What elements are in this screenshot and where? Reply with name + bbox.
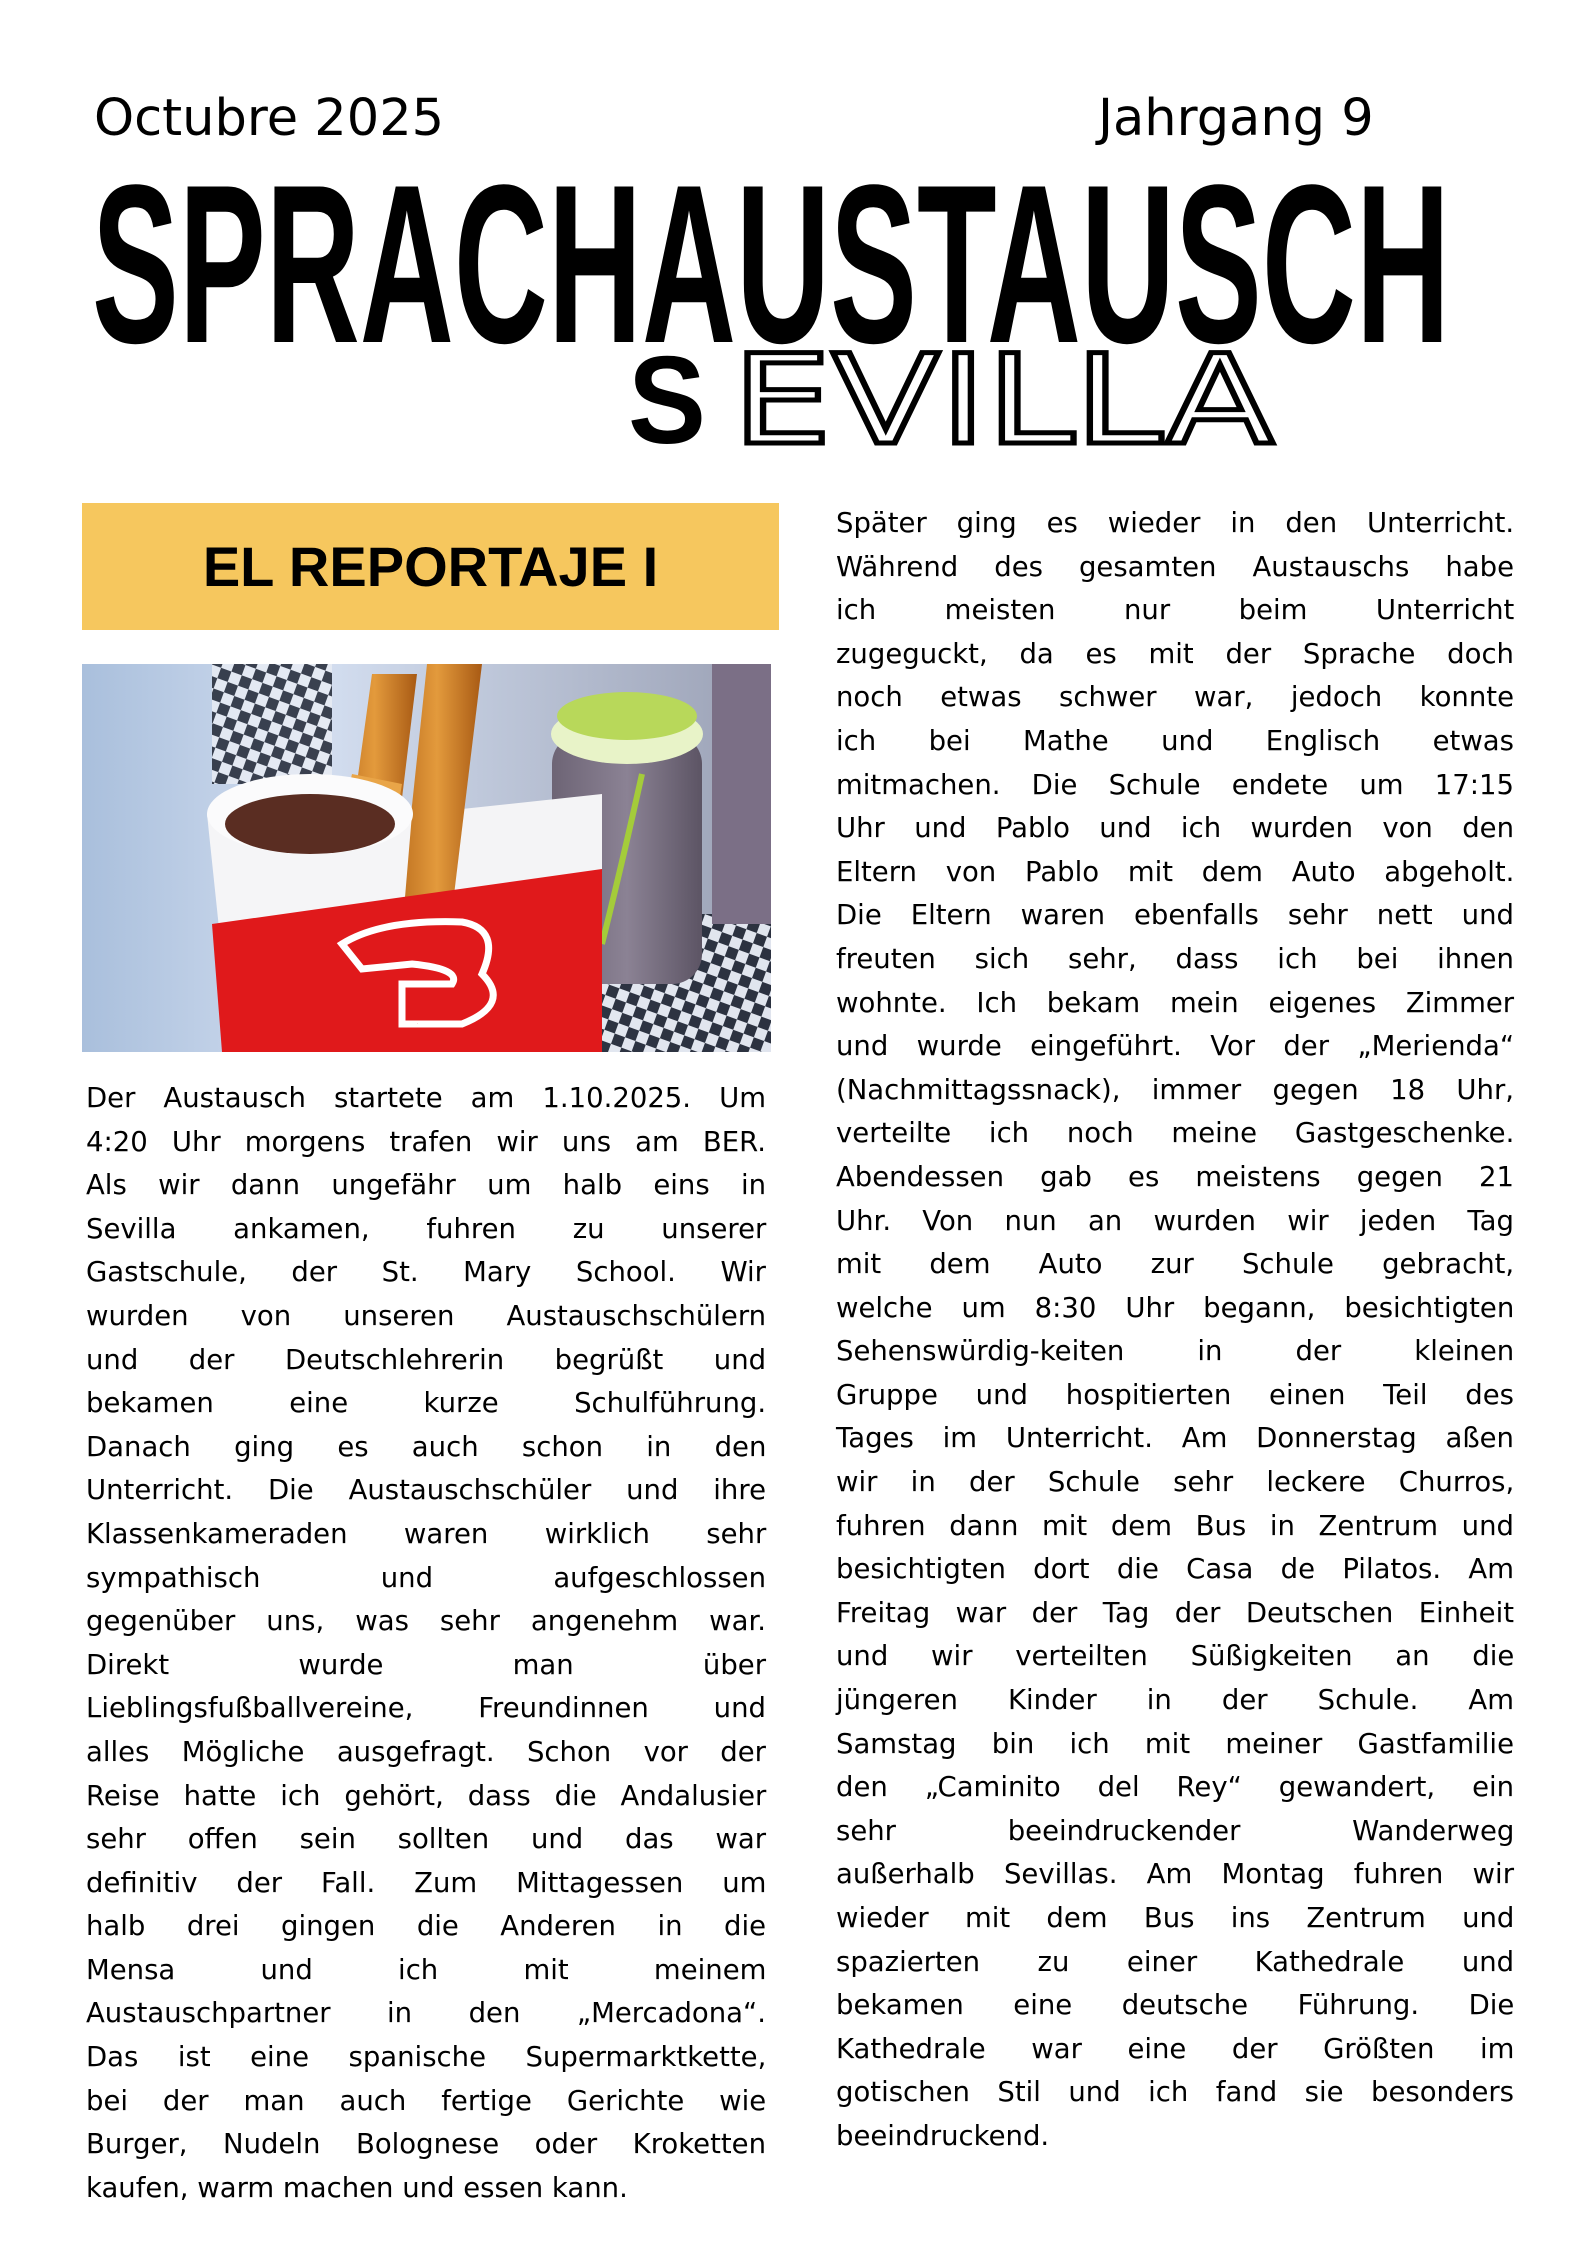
article-line: welche um 8:30 Uhr begann, besichtigten bbox=[836, 1291, 1515, 1324]
article-line: sehr offen sein sollten und das war bbox=[86, 1823, 767, 1856]
article-line: Sehenswürdig-keiten in der kleinen bbox=[836, 1335, 1515, 1368]
article-line: beeindruckend. bbox=[836, 2119, 1050, 2152]
article-line: Freitag war der Tag der Deutschen Einheit bbox=[836, 1596, 1514, 1629]
article-line: gotischen Stil und ich fand sie besonders bbox=[836, 2076, 1514, 2109]
article-line: Gastschule, der St. Mary School. Wir bbox=[86, 1256, 766, 1289]
article-line: ich bei Mathe und Englisch etwas bbox=[836, 724, 1514, 757]
article-line: Austauschpartner in den „Mercadona“. bbox=[86, 1997, 766, 2030]
article-line: Kathedrale war eine der Größten im bbox=[836, 2032, 1515, 2065]
article-line: 4:20 Uhr morgens trafen wir uns am BER. bbox=[86, 1125, 766, 1158]
article-line: Sevilla ankamen, fuhren zu unserer bbox=[86, 1212, 767, 1245]
article-line: spazierten zu einer Kathedrale und bbox=[836, 1945, 1515, 1978]
article-line: und wurde eingeführt. Vor der „Merienda“ bbox=[836, 1030, 1515, 1063]
article-column-left bbox=[86, 1077, 766, 2210]
article-line: Tages im Unterricht. Am Donnerstag aßen bbox=[836, 1422, 1514, 1455]
article-line: mit dem Auto zur Schule gebracht, bbox=[836, 1248, 1515, 1281]
subtitle-initial: S bbox=[628, 348, 706, 448]
article-line: Während des gesamten Austauschs habe bbox=[836, 550, 1514, 583]
section-heading: EL REPORTAJE I bbox=[202, 535, 659, 598]
article-line: Danach ging es auch schon in den bbox=[86, 1430, 767, 1463]
article-line: Als wir dann ungefähr um halb eins in bbox=[86, 1169, 767, 1202]
article-line: alles Mögliche ausgefragt. Schon vor der bbox=[86, 1735, 766, 1768]
article-line: mitmachen. Die Schule endete um 17:15 bbox=[836, 768, 1514, 801]
article-line: bekamen eine deutsche Führung. Die bbox=[836, 1989, 1515, 2022]
article-line: Unterricht. Die Austauschschüler und ihre bbox=[86, 1474, 766, 1507]
chocolate bbox=[225, 794, 395, 854]
article-line: Lieblingsfußballvereine, Freundinnen und bbox=[86, 1692, 766, 1725]
article-line: Mensa und ich mit meinem bbox=[86, 1953, 767, 1986]
article-line: wieder mit dem Bus ins Zentrum und bbox=[836, 1902, 1515, 1934]
article-line: sehr beeindruckender Wanderweg bbox=[836, 1814, 1515, 1847]
article-line: Die Eltern waren ebenfalls sehr nett und bbox=[836, 899, 1514, 932]
article-line: Uhr. Von nun an wurden wir jeden Tag bbox=[836, 1204, 1514, 1237]
section-heading-banner bbox=[82, 503, 779, 630]
article-line: Gruppe und hospitierten einen Teil des bbox=[836, 1378, 1514, 1411]
article-line: (Nachmittagssnack), immer gegen 18 Uhr, bbox=[836, 1073, 1514, 1106]
article-column-right bbox=[836, 502, 1514, 2159]
article-line: außerhalb Sevillas. Am Montag fuhren wir bbox=[836, 1858, 1514, 1891]
article-line: den „Caminito del Rey“ gewandert, ein bbox=[836, 1771, 1515, 1804]
article-line: Direkt wurde man über bbox=[86, 1648, 766, 1681]
issue-date: Octubre 2025 bbox=[94, 89, 445, 148]
issue-volume: Jahrgang 9 bbox=[1098, 89, 1374, 148]
subtitle-rest: EVILLA bbox=[732, 348, 1274, 448]
article-line: verteilte ich noch meine Gastgeschenke. bbox=[836, 1117, 1515, 1150]
article-line: Eltern von Pablo mit dem Auto abgeholt. bbox=[836, 855, 1515, 888]
cup-badge: 3 bbox=[417, 1024, 418, 1025]
churros-photo bbox=[82, 664, 771, 1052]
masthead-title bbox=[92, 172, 1454, 348]
article-line: Der Austausch startete am 1.10.2025. Um bbox=[86, 1082, 766, 1114]
article-line: freuten sich sehr, dass ich bei ihnen bbox=[836, 942, 1514, 975]
article-line: Abendessen gab es meistens gegen 21 bbox=[836, 1160, 1515, 1193]
article-line: definitiv der Fall. Zum Mittagessen um bbox=[86, 1866, 767, 1899]
masthead-title-text: SPRACHAUSTAUSCH bbox=[92, 172, 1450, 348]
article-line: Später ging es wieder in den Unterricht. bbox=[836, 507, 1515, 539]
article-line: kaufen, warm machen und essen kann. bbox=[86, 2171, 628, 2204]
article-line: besichtigten dort die Casa de Pilatos. Am bbox=[836, 1553, 1514, 1586]
article-line: Samstag bin ich mit meiner Gastfamilie bbox=[836, 1727, 1514, 1760]
article-line: bei der man auch fertige Gerichte wie bbox=[86, 2084, 767, 2117]
article-line: Klassenkameraden waren wirklich sehr bbox=[86, 1517, 767, 1550]
article-line: wohnte. Ich bekam mein eigenes Zimmer bbox=[836, 986, 1515, 1019]
masthead-subtitle bbox=[628, 348, 1288, 448]
article-line: Uhr und Pablo und ich wurden von den bbox=[836, 812, 1514, 845]
article-line: jüngeren Kinder in der Schule. Am bbox=[836, 1684, 1514, 1717]
article-line: und der Deutschlehrerin begrüßt und bbox=[86, 1343, 767, 1376]
article-line: noch etwas schwer war, jedoch konnte bbox=[836, 681, 1514, 714]
article-line: zugeguckt, da es mit der Sprache doch bbox=[836, 637, 1514, 670]
article-line: ich meisten nur beim Unterricht bbox=[836, 594, 1515, 627]
article-line: Burger, Nudeln Bolognese oder Kroketten bbox=[86, 2128, 767, 2161]
article-line: wir in der Schule sehr leckere Churros, bbox=[836, 1466, 1515, 1499]
article-line: halb drei gingen die Anderen in die bbox=[86, 1910, 766, 1943]
article-line: sympathisch und aufgeschlossen bbox=[86, 1561, 766, 1594]
article-line: fuhren dann mit dem Bus in Zentrum und bbox=[836, 1509, 1514, 1542]
article-line: Das ist eine spanische Supermarktkette, bbox=[86, 2041, 767, 2074]
article-line: gegenüber uns, was sehr angenehm war. bbox=[86, 1605, 766, 1638]
article-line: Reise hatte ich gehört, dass die Andalusier bbox=[86, 1779, 767, 1812]
article-line: und wir verteilten Süßigkeiten an die bbox=[836, 1640, 1515, 1673]
article-line: wurden von unseren Austauschschülern bbox=[86, 1299, 767, 1332]
article-line: bekamen eine kurze Schulführung. bbox=[86, 1387, 767, 1420]
